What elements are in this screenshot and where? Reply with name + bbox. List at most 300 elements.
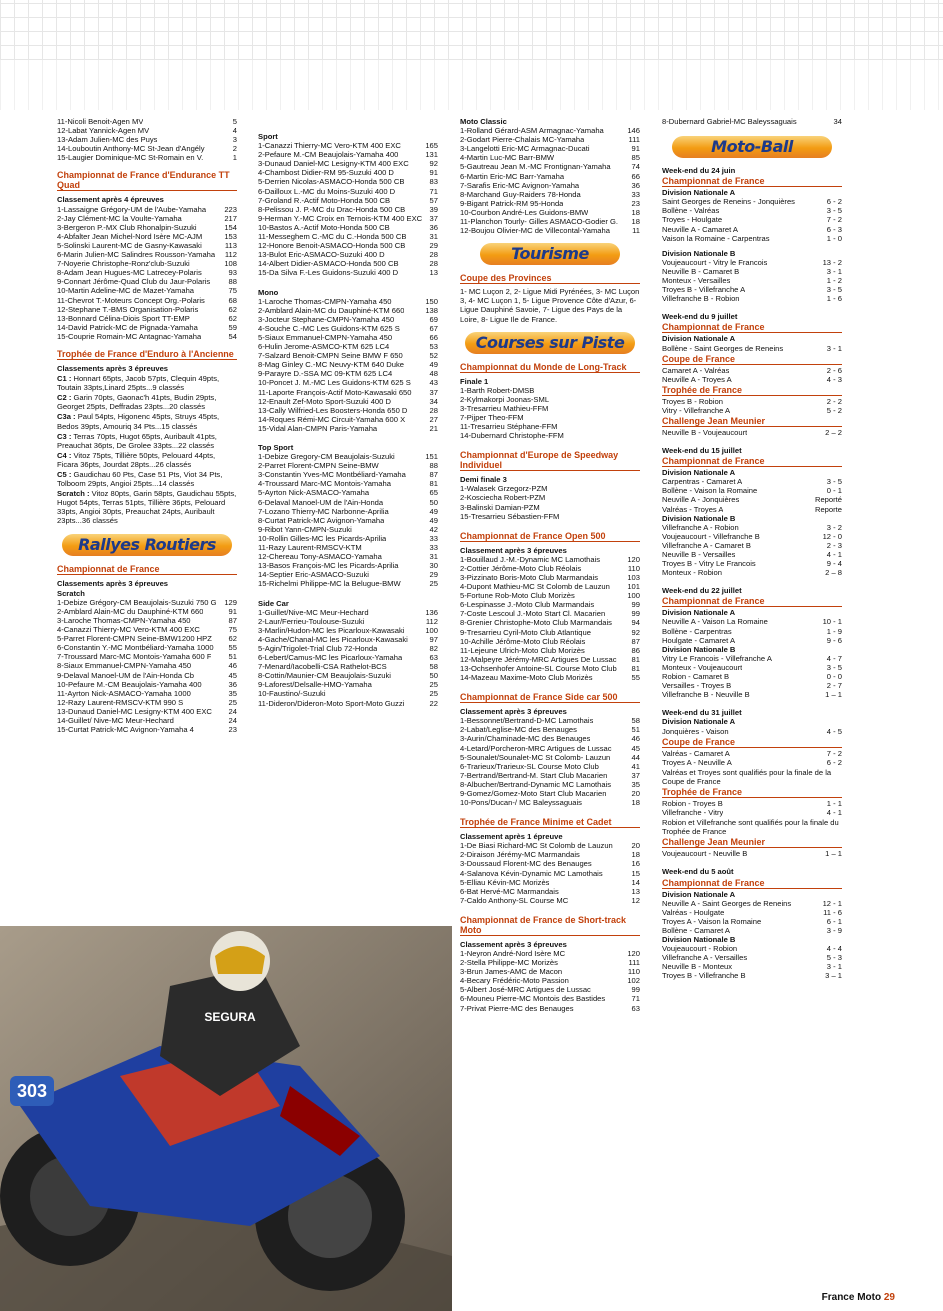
result-name: 2-Kylmakorpi Joonas-SML	[460, 394, 550, 404]
result-row	[460, 555, 640, 564]
division-title: Division Nationale A	[662, 188, 736, 198]
result-value: 150	[425, 296, 438, 306]
result-name: 12-Chereau Tony-ASMACO-Yamaha	[258, 552, 382, 562]
result-value: 29	[429, 570, 438, 580]
result-name: 7-Coste Lescoul J.-Moto Start Cl. Macarien	[460, 609, 606, 619]
result-row	[57, 117, 237, 126]
result-value: 1	[232, 153, 237, 163]
class-standings: Garin 70pts, Gaonac'h 41pts, Budin 29pts, Georget 25pts, Deffradas 23pts...20 classés	[57, 393, 217, 412]
division-title: Division Nationale A	[662, 468, 736, 478]
results-list	[460, 484, 640, 520]
section-subtitle: Classement après 3 épreuves	[460, 545, 567, 555]
result-name: 8-Dubernard Gabriel-MC Baleyssaguais	[662, 117, 797, 126]
result-value: 1 - 9	[826, 626, 842, 636]
result-name: 9-Herman Y.-MC Croix en Ternois-KTM 400 EXC	[258, 213, 423, 223]
result-name: Robion - Troyes B	[662, 798, 723, 808]
competition-title: Championnat de France	[662, 176, 842, 187]
result-row	[662, 926, 842, 935]
result-name: 9-Ribot Yann-CMPN-Suzuki	[258, 524, 352, 534]
result-name: Bollène - Valréas	[662, 206, 720, 216]
result-row	[258, 479, 438, 488]
result-row	[258, 196, 438, 205]
result-name: 14-Mazeau Maxime-Moto Club Morizès	[460, 673, 593, 683]
result-name: 2-Labat/Leglise-MC des Benauges	[460, 725, 577, 735]
result-name: 1-Laroche Thomas-CMPN-Yamaha 450	[258, 296, 392, 306]
result-name: Versailles - Troyes B	[662, 681, 732, 691]
result-name: 13-Bulot Eric-ASMACO-Suzuki 400 D	[258, 250, 385, 260]
result-name: 13-Cally Wilfried-Les Boosters-Honda 650 D	[258, 405, 408, 415]
result-value: 108	[224, 259, 237, 269]
result-name: 7-Bertrand/Bertrand-M. Start Club Macarien	[460, 770, 608, 780]
result-name: 1-Bessonnet/Bertrand-D-MC Lamothais	[460, 716, 594, 726]
result-value: 151	[425, 452, 438, 462]
competition-title: Championnat de France	[662, 322, 842, 333]
result-value: 92	[631, 627, 640, 637]
result-value: 112	[425, 616, 438, 626]
result-name: 11-Chevrot T.-Moteurs Concept Org.-Polaris	[57, 295, 205, 305]
result-row	[460, 985, 640, 994]
result-row	[662, 663, 842, 672]
result-value	[637, 493, 640, 502]
result-name: 6-Trarieux/Trarieux-SL Course Moto Club	[460, 761, 599, 771]
result-row	[57, 153, 237, 162]
result-name: 9-Gomez/Gomez-Moto Start Club Macarien	[460, 788, 607, 798]
result-row	[57, 689, 237, 698]
result-name: 5-Parret Florent-CMPN Seine-BMW1200 HPZ	[57, 634, 212, 644]
result-row	[662, 197, 842, 206]
result-row	[258, 369, 438, 378]
result-value: 62	[228, 304, 237, 314]
result-name: 3-Tresarrieu Mathieu-FFM	[460, 403, 549, 413]
result-row	[662, 627, 842, 636]
result-value: 42	[429, 524, 438, 534]
result-row	[258, 653, 438, 662]
result-value: 29	[429, 241, 438, 251]
result-value: 66	[631, 171, 640, 181]
magazine-brand: France Moto	[821, 1292, 882, 1303]
result-value: 21	[429, 423, 438, 433]
result-value: 2 - 6	[826, 365, 842, 375]
result-value: 49	[429, 506, 438, 516]
result-row	[460, 144, 640, 153]
section-subtitle: Side Car	[258, 598, 289, 608]
result-row	[460, 771, 640, 780]
result-row	[258, 552, 438, 561]
result-value: 25	[228, 697, 237, 707]
result-name: Neuville A - Camaret A	[662, 224, 738, 234]
result-value	[637, 512, 640, 521]
result-value: 12 - 0	[822, 531, 842, 541]
result-name: Neuville A - Jonquières	[662, 495, 740, 505]
competition-title: Championnat de France	[662, 456, 842, 467]
result-row	[258, 662, 438, 671]
results-list	[460, 841, 640, 905]
result-value: 55	[228, 643, 237, 653]
result-value: 6 - 2	[826, 757, 842, 767]
result-row	[258, 516, 438, 525]
result-value: 93	[228, 268, 237, 278]
result-row	[460, 172, 640, 181]
result-value: 120	[627, 554, 640, 564]
result-name: 2-Kosciecha Robert-PZM	[460, 493, 546, 503]
section-subtitle: Classement après 3 épreuves	[460, 939, 567, 949]
result-name: 10-Bastos A.-Actif Moto-Honda 500 CB	[258, 222, 390, 232]
weekend-heading: Week-end du 22 juillet	[662, 586, 742, 596]
division-title: Division Nationale B	[662, 644, 736, 654]
banner-rallyes-routiers: Rallyes Routiers	[62, 534, 232, 556]
result-value: 49	[429, 360, 438, 370]
result-value: 45	[228, 670, 237, 680]
result-name: 3-Langelotti Eric-MC Armagnac-Ducati	[460, 144, 590, 154]
result-value	[637, 413, 640, 422]
section-title: Championnat du Monde de Long-Track	[460, 362, 640, 373]
result-value: 33	[429, 533, 438, 543]
result-name: Valréas - Camaret A	[662, 748, 730, 758]
class-label: C1 :	[57, 374, 72, 384]
result-row	[57, 634, 237, 643]
result-row	[57, 616, 237, 625]
result-value: 71	[429, 186, 438, 196]
result-name: 2-Godart Pierre-Chalais MC-Yamaha	[460, 135, 585, 145]
result-value: 0 - 1	[826, 486, 842, 496]
result-value: 57	[429, 195, 438, 205]
page-footer	[822, 1292, 895, 1303]
result-name: 6-Mouneu Pierre-MC Montois des Bastides	[460, 994, 606, 1004]
result-value: 1 – 1	[825, 690, 842, 700]
result-row	[460, 646, 640, 655]
result-name: Troyes A - Neuville A	[662, 757, 732, 767]
result-row	[460, 896, 640, 905]
result-name: 11-Laporte François-Actif Moto-Kawasaki 650	[258, 387, 412, 397]
result-row	[57, 625, 237, 634]
result-row	[57, 268, 237, 277]
result-row	[258, 168, 438, 177]
result-row	[460, 484, 640, 493]
result-name: 6-Constantin Y.-MC Montbéliard-Yamaha 1000	[57, 643, 214, 653]
result-name: 2-Pefaure M.-CM Beaujolais-Yamaha 400	[258, 150, 399, 160]
result-row	[258, 223, 438, 232]
result-value: 52	[429, 351, 438, 361]
moto-ball-results	[662, 166, 842, 980]
result-row	[460, 878, 640, 887]
result-row	[662, 276, 842, 285]
result-row	[662, 495, 842, 504]
result-value: 20	[631, 841, 640, 851]
result-row	[662, 808, 842, 817]
result-value: 45	[631, 743, 640, 753]
competition-title: Challenge Jean Meunier	[662, 837, 842, 848]
results-list	[460, 555, 640, 682]
section-subtitle: Mono	[258, 287, 279, 297]
section-subtitle: Classement après 1 épreuve	[460, 832, 563, 842]
class-standings: Vitoz 75pts, Tillière 50pts, Pelouard 44pts, Ficara 36pts, Jourdat 28pts...26 classés	[57, 450, 216, 469]
result-row	[57, 671, 237, 680]
section-title: Coupe des Provinces	[460, 273, 640, 284]
result-value: 111	[628, 958, 640, 968]
result-row	[57, 716, 237, 725]
result-row	[460, 725, 640, 734]
result-row	[460, 153, 640, 162]
result-row	[460, 637, 640, 646]
result-name: 14-Albert Didier-ASMACO-Honda 500 CB	[258, 259, 399, 269]
result-value: 58	[429, 662, 438, 672]
result-value: 111	[628, 135, 640, 145]
division-title: Division Nationale A	[662, 334, 736, 344]
result-name: 6-Bat Hervé-MC Marmandais	[460, 886, 559, 896]
result-row	[662, 899, 842, 908]
results-list	[258, 452, 438, 588]
result-name: 7-Caldo Anthony-SL Course MC	[460, 895, 569, 905]
result-value: 13	[631, 886, 640, 896]
result-value: 12 - 1	[822, 898, 842, 908]
result-value: 46	[631, 734, 640, 744]
result-value: 100	[627, 591, 640, 601]
class-standings: Paul 54pts, Higonenc 45pts, Struys 45pts, Bedos 39pts, Amouriq 34 Pts...15 classés	[57, 412, 220, 431]
result-row	[57, 277, 237, 286]
result-row	[258, 579, 438, 588]
column-2	[258, 128, 438, 708]
result-name: 7-Sarafis Eric-MC Avignon-Yamaha	[460, 180, 580, 190]
result-row	[662, 672, 842, 681]
result-value: 82	[429, 643, 438, 653]
class-label: C3 :	[57, 431, 72, 441]
result-row	[258, 671, 438, 680]
class-label: Scratch :	[57, 489, 90, 499]
result-row	[258, 159, 438, 168]
result-row	[57, 223, 237, 232]
result-name: 8-Cottin/Maunier-CM Beaujolais-Suzuki	[258, 671, 391, 681]
result-row	[460, 591, 640, 600]
header-grid-fade	[0, 60, 943, 110]
results-list	[460, 386, 640, 441]
result-row	[662, 258, 842, 267]
result-value: 2	[232, 144, 237, 154]
results-list	[258, 297, 438, 433]
class-label: C3a :	[57, 412, 76, 422]
result-value: 36	[631, 180, 640, 190]
result-row	[460, 841, 640, 850]
result-row	[662, 636, 842, 645]
result-row	[460, 994, 640, 1003]
result-row	[460, 798, 640, 807]
section-subtitle: Finale 1	[460, 376, 489, 386]
result-value: 25	[429, 689, 438, 699]
result-name: Carpentras - Camaret A	[662, 477, 743, 487]
result-name: 5-Agin/Trigolet-Trial Club 72-Honda	[258, 643, 378, 653]
result-value: 2 – 8	[825, 568, 842, 578]
result-row	[460, 780, 640, 789]
competition-title: Championnat de France	[662, 878, 842, 889]
result-row	[460, 386, 640, 395]
result-name: 10-Poncet J. M.-MC Les Guidons-KTM 625 S	[258, 378, 411, 388]
result-name: 14-Louboutin Anthony-MC St-Jean d'Angély	[57, 144, 205, 154]
result-row	[662, 727, 842, 736]
result-value: 6 - 1	[826, 916, 842, 926]
result-value: 3 - 9	[826, 925, 842, 935]
result-row	[662, 523, 842, 532]
result-value: 63	[429, 653, 438, 663]
result-row	[662, 505, 842, 514]
result-value: 99	[631, 609, 640, 619]
result-value: 5	[232, 117, 237, 126]
result-name: 10-Pons/Ducan-/ MC Baleyssaguais	[460, 798, 582, 808]
result-value: 153	[224, 231, 237, 241]
result-row	[662, 344, 842, 353]
result-row	[57, 661, 237, 670]
result-value: 27	[429, 414, 438, 424]
result-value: 4 - 7	[826, 653, 842, 663]
result-name: 5-Solinski Laurent-MC de Gasny-Kawasaki	[57, 240, 202, 250]
result-name: 15-Laugier Dominique-MC St-Romain en V.	[57, 153, 204, 163]
result-row	[258, 241, 438, 250]
result-name: Villefranche B - Robion	[662, 294, 740, 304]
result-row	[258, 470, 438, 479]
result-name: 10-Achille Jérôme-Moto Club Réolais	[460, 636, 586, 646]
result-row	[258, 424, 438, 433]
result-value: 5 - 3	[826, 953, 842, 963]
result-name: Monteux - Versailles	[662, 276, 731, 286]
result-value: 83	[429, 177, 438, 187]
result-value: 99	[631, 985, 640, 995]
result-row	[662, 366, 842, 375]
result-value: 11 - 6	[823, 907, 842, 917]
section-subtitle: Demi finale 3	[460, 475, 507, 485]
result-row	[258, 570, 438, 579]
result-row	[662, 849, 842, 858]
result-name: Villefranche A - Robion	[662, 522, 739, 532]
result-value: 34	[833, 117, 842, 126]
result-row	[258, 397, 438, 406]
result-row	[460, 859, 640, 868]
result-name: Villefranche A - Camaret B	[662, 540, 751, 550]
result-row	[662, 294, 842, 303]
result-value: 94	[631, 618, 640, 628]
result-row	[460, 618, 640, 627]
result-value: 3 – 1	[825, 971, 842, 981]
result-row	[460, 744, 640, 753]
result-name: 3-Dunaud Daniel-MC Lesigny-KTM 400 EXC	[258, 159, 409, 169]
section-title: Championnat de France de Short-track Moto	[460, 915, 640, 936]
result-row	[662, 397, 842, 406]
result-row	[258, 250, 438, 259]
banner-courses-sur-piste: Courses sur Piste	[465, 332, 635, 354]
result-name: 6-Hulin Jerome-ASMCO-KTM 625 LC4	[258, 342, 390, 352]
result-value: 146	[627, 126, 640, 136]
result-name: 14-Dubernard Christophe-FFM	[460, 431, 564, 441]
result-row	[258, 635, 438, 644]
result-value: 0 - 0	[826, 672, 842, 682]
section-title: Championnat de France Open 500	[460, 531, 640, 542]
result-name: 9-Bigant Patrick-RM 95-Honda	[460, 198, 564, 208]
result-value: 88	[429, 461, 438, 471]
result-row	[662, 428, 842, 437]
result-row	[57, 296, 237, 305]
result-value: 154	[224, 222, 237, 232]
result-name: 7-Groland R.-Actif Moto-Honda 500 CB	[258, 195, 391, 205]
result-row	[258, 388, 438, 397]
result-value: 51	[631, 725, 640, 735]
result-value: 34	[429, 396, 438, 406]
result-name: 6-Dailloux L.-MC du Moins-Suzuki 400 D	[258, 186, 396, 196]
result-name: 4-Dupont Mathieu-MC St Colomb de Lauzun	[460, 582, 610, 592]
result-name: Voujeaucourt - Villefranche B	[662, 531, 760, 541]
weekend-heading: Week-end du 15 juillet	[662, 446, 742, 456]
result-value	[637, 503, 640, 512]
result-name: 12-Razy Laurent-RMSCV-KTM 990 S	[57, 697, 184, 707]
result-name: 14-David Patrick-MC de Pignada-Yamaha	[57, 322, 198, 332]
result-name: 7-Menard/Iacobelli-CSA Rathelot-BCS	[258, 662, 387, 672]
result-name: Vaison la Romaine - Carpentras	[662, 233, 770, 243]
result-name: 1-Walasek Grzegorz-PZM	[460, 484, 548, 494]
result-name: 3-Doussaud Florent-MC des Benauges	[460, 859, 592, 869]
result-value: 1 - 6	[826, 294, 842, 304]
result-name: 6-Lespinasse J.-Moto Club Marmandais	[460, 600, 595, 610]
result-value: 1 - 1	[826, 798, 842, 808]
result-row	[662, 532, 842, 541]
result-value: 59	[228, 322, 237, 332]
page-number: 29	[883, 1292, 895, 1303]
result-name: 11-Razy Laurent-RMSCV-KTM	[258, 543, 362, 553]
rider-illustration	[0, 926, 452, 1311]
section-subtitle: Classement après 3 épreuves	[460, 707, 567, 717]
result-value: 4	[232, 126, 237, 136]
result-name: Monteux - Voujeaucourt	[662, 662, 743, 672]
class-standings: Gaudichau 60 Pts, Case 51 Pts, Viot 34 Pts, Tolboom 29pts, Angioi 25pts...14 classés	[57, 470, 223, 489]
result-value: 81	[631, 663, 640, 673]
result-value: 3 - 5	[826, 477, 842, 487]
result-row	[662, 690, 842, 699]
result-name: 8-Marchand Guy-Raiders 78-Honda	[460, 189, 581, 199]
result-name: 3-Bergeron P.-MX Club Rhonalpin-Suzuki	[57, 222, 197, 232]
competition-title: Coupe de France	[662, 737, 842, 748]
result-value: 91	[631, 144, 640, 154]
result-row	[460, 422, 640, 431]
result-row	[662, 971, 842, 980]
result-value: 18	[631, 850, 640, 860]
result-row	[460, 869, 640, 878]
competition-title: Trophée de France	[662, 385, 842, 396]
result-row	[258, 525, 438, 534]
result-row	[57, 332, 237, 341]
result-value: 23	[228, 725, 237, 735]
class-standings: Honnart 65pts, Jacob 57pts, Clequin 49pts, Toutain 33pts,Linard 25pts...9 classés	[57, 374, 220, 393]
result-row	[662, 617, 842, 626]
division-title: Division Nationale A	[662, 889, 736, 899]
result-value: 110	[627, 967, 640, 977]
result-name: 3-Constantin Yves-MC Montbéliard-Yamaha	[258, 470, 406, 480]
result-name: 14-Roques Rémi-MC Circuit-Yamaha 600 X	[258, 414, 406, 424]
result-value: 129	[224, 597, 237, 607]
section-title: Championnat de France d'Endurance TT Quad	[57, 170, 237, 191]
result-name: 8-Pelissou J. P.-MC du Drac-Honda 500 CB	[258, 204, 406, 214]
result-value: 67	[429, 323, 438, 333]
result-value: 81	[631, 654, 640, 664]
result-name: Villefranche A - Versailles	[662, 953, 748, 963]
result-row	[662, 908, 842, 917]
result-name: Valréas - Houlgate	[662, 907, 725, 917]
header-grid-pattern	[0, 0, 943, 60]
result-value: 4 - 5	[826, 726, 842, 736]
result-name: Neuville A - Saint Georges de Reneins	[662, 898, 792, 908]
result-value: 54	[228, 331, 237, 341]
result-name: Camaret A - Valréas	[662, 365, 730, 375]
result-row	[460, 734, 640, 743]
result-row	[57, 314, 237, 323]
result-value: 101	[627, 582, 640, 592]
result-name: 2-Jay Clément-MC la Voulte-Yamaha	[57, 213, 182, 223]
result-name: 11-Planchon Tourly- Gilles ASMACO-Godier G.	[460, 217, 618, 227]
result-row	[662, 215, 842, 224]
